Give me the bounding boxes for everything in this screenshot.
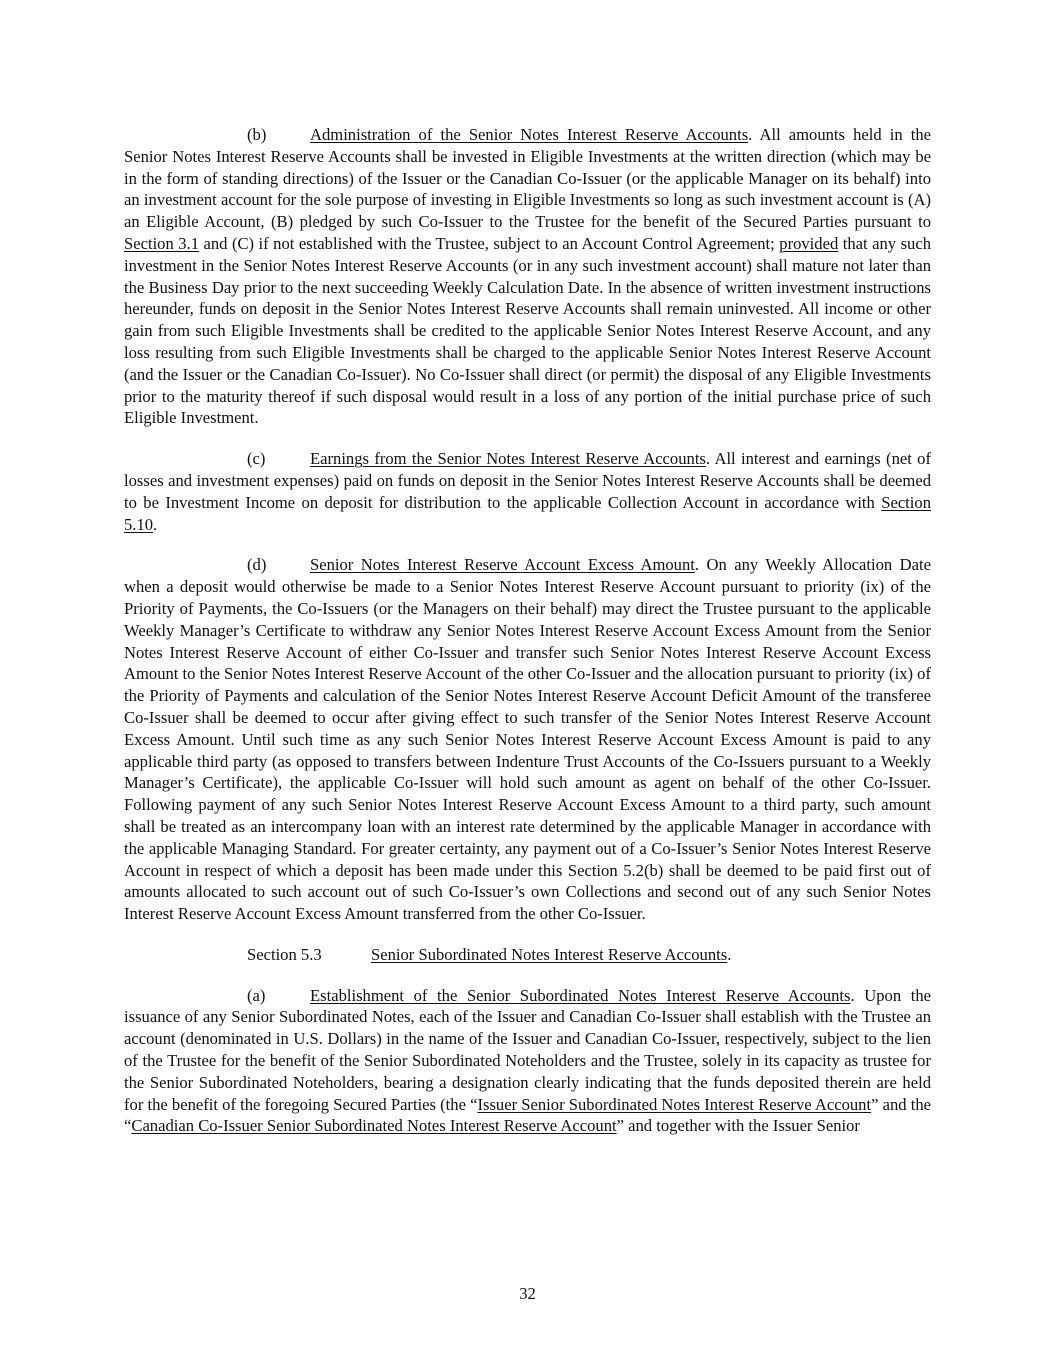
paragraph-text: . All amounts held in the Senior Notes Interest Reserve Accounts shall be invested in Eligible Investments at the written direction (which may be in the form of standing directions) of the Issuer or the Canadian Co-Issuer (or the applicable Manager on its behalf) into an investment account for the sole purpose of investing in Eligible Investments so long as such investment account is (A) an Eligible Account, (B) pledged by such Co-Issuer to the Trustee for the benefit of the Secured Parties pursuant to <box>124 125 931 232</box>
section-title-period: . <box>727 944 732 964</box>
section-reference: Section 5.10 <box>124 492 931 534</box>
provided-term: provided <box>779 233 839 253</box>
paragraph-b <box>124 124 931 429</box>
defined-term: Canadian Co-Issuer Senior Subordinated Notes Interest Reserve Account <box>131 1116 617 1136</box>
paragraph-text: . All interest and earnings (net of losses and investment expenses) paid on funds on deposit in the Senior Notes Interest Reserve Accounts shall be deemed to be Investment Income on deposit for distribution to the applicable Collection Account in accordance with <box>124 449 932 512</box>
paragraph-c <box>124 448 931 535</box>
paragraph-heading: Establishment of the Senior Subordinated Notes Interest Reserve Accounts <box>310 985 851 1005</box>
paragraph-text: ” and together with the Issuer Senior <box>616 1116 860 1136</box>
defined-term: Issuer Senior Subordinated Notes Interest Reserve Account <box>477 1094 872 1114</box>
section-number: Section 5.3 <box>247 944 322 964</box>
paragraph-text: that any such investment in the Senior Notes Interest Reserve Accounts (or in any such investment account) shall mature not later than the Business Day prior to the next succeeding Weekly Calculation Date. In the absence of written investment instructions hereunder, funds on deposit in the Senior Notes Interest Reserve Accounts shall remain uninvested. All income or other gain from such Eligible Investments shall be credited to the applicable Senior Notes Interest Reserve Account, and any loss resulting from such Eligible Investments shall be charged to the applicable Senior Notes Interest Reserve Account (and the Issuer or the Canadian Co-Issuer). No Co-Issuer shall direct (or permit) the disposal of any Eligible Investments prior to the maturity thereof if such disposal would result in a loss of any portion of the initial purchase price of such Eligible Investment. <box>124 233 931 428</box>
paragraph-marker: (b) <box>247 125 267 144</box>
paragraph-d <box>124 554 931 925</box>
paragraph-a <box>124 985 931 1138</box>
document-page <box>124 124 931 1156</box>
paragraph-marker: (c) <box>247 449 266 469</box>
paragraph-heading: Administration of the Senior Notes Interest Reserve Accounts <box>310 125 749 144</box>
paragraph-text: . <box>153 514 158 534</box>
paragraph-text: ” and the “ <box>124 1094 931 1136</box>
paragraph-marker: (d) <box>247 555 267 575</box>
paragraph-text: and (C) if not established with the Trustee, subject to an Account Control Agreement; <box>199 233 780 253</box>
section-reference: Section 3.1 <box>124 233 200 253</box>
paragraph-marker: (a) <box>247 985 266 1005</box>
section-title: Senior Subordinated Notes Interest Reserve Accounts <box>371 944 728 964</box>
paragraph-heading: Senior Notes Interest Reserve Account Excess Amount <box>310 555 695 575</box>
paragraph-text: . Upon the issuance of any Senior Subordinated Notes, each of the Issuer and Canadian Co-Issuer shall establish with the Trustee an account (denominated in U.S. Dollars) in the name of the Issuer and Canadian Co-Issuer, respectively, subject to the lien of the Trustee for the benefit of the Senior Subordinated Noteholders and the Trustee, solely in its capacity as trustee for the Senior Subordinated Noteholders, bearing a designation clearly indicating that the funds deposited therein are held for the benefit of the foregoing Secured Parties (the “ <box>124 985 931 1114</box>
paragraph-text: . On any Weekly Allocation Date when a deposit would otherwise be made to a Senior Notes Interest Reserve Account pursuant to priority (ix) of the Priority of Payments, the Co-Issuers (or the Managers on their behalf) may direct the Trustee pursuant to the applicable Weekly Manager’s Certificate to withdraw any Senior Notes Interest Reserve Account Excess Amount from the Senior Notes Interest Reserve Account of either Co-Issuer and transfer such Senior Notes Interest Reserve Account Excess Amount to the Senior Notes Interest Reserve Account of the other Co-Issuer and the allocation pursuant to priority (ix) of the Priority of Payments and calculation of the Senior Notes Interest Reserve Account Deficit Amount of the transferee Co-Issuer shall be deemed to occur after giving effect to such transfer of the Senior Notes Interest Reserve Account Excess Amount. Until such time as any such Senior Notes Interest Reserve Account Excess Amount is paid to any applicable third party (as opposed to transfers between Indenture Trust Accounts of the Co-Issuers pursuant to a Weekly Manager’s Certificate), the applicable Co-Issuer will hold such amount as agent on behalf of the other Co-Issuer. Following payment of any such Senior Notes Interest Reserve Account Excess Amount to a third party, such amount shall be treated as an intercompany loan with an interest rate determined by the applicable Manager in accordance with the applicable Managing Standard. For greater certainty, any payment out of a Co-Issuer’s Senior Notes Interest Reserve Account in respect of which a deposit has been made under this Section 5.2(b) shall be deemed to be paid first out of amounts allocated to such account out of such Co-Issuer’s own Collections and second out of any such Senior Notes Interest Reserve Account Excess Amount transferred from the other Co-Issuer. <box>124 555 931 924</box>
page-number: 32 <box>519 1284 536 1303</box>
paragraph-heading: Earnings from the Senior Notes Interest Reserve Accounts <box>310 449 706 469</box>
section-heading <box>124 944 931 966</box>
